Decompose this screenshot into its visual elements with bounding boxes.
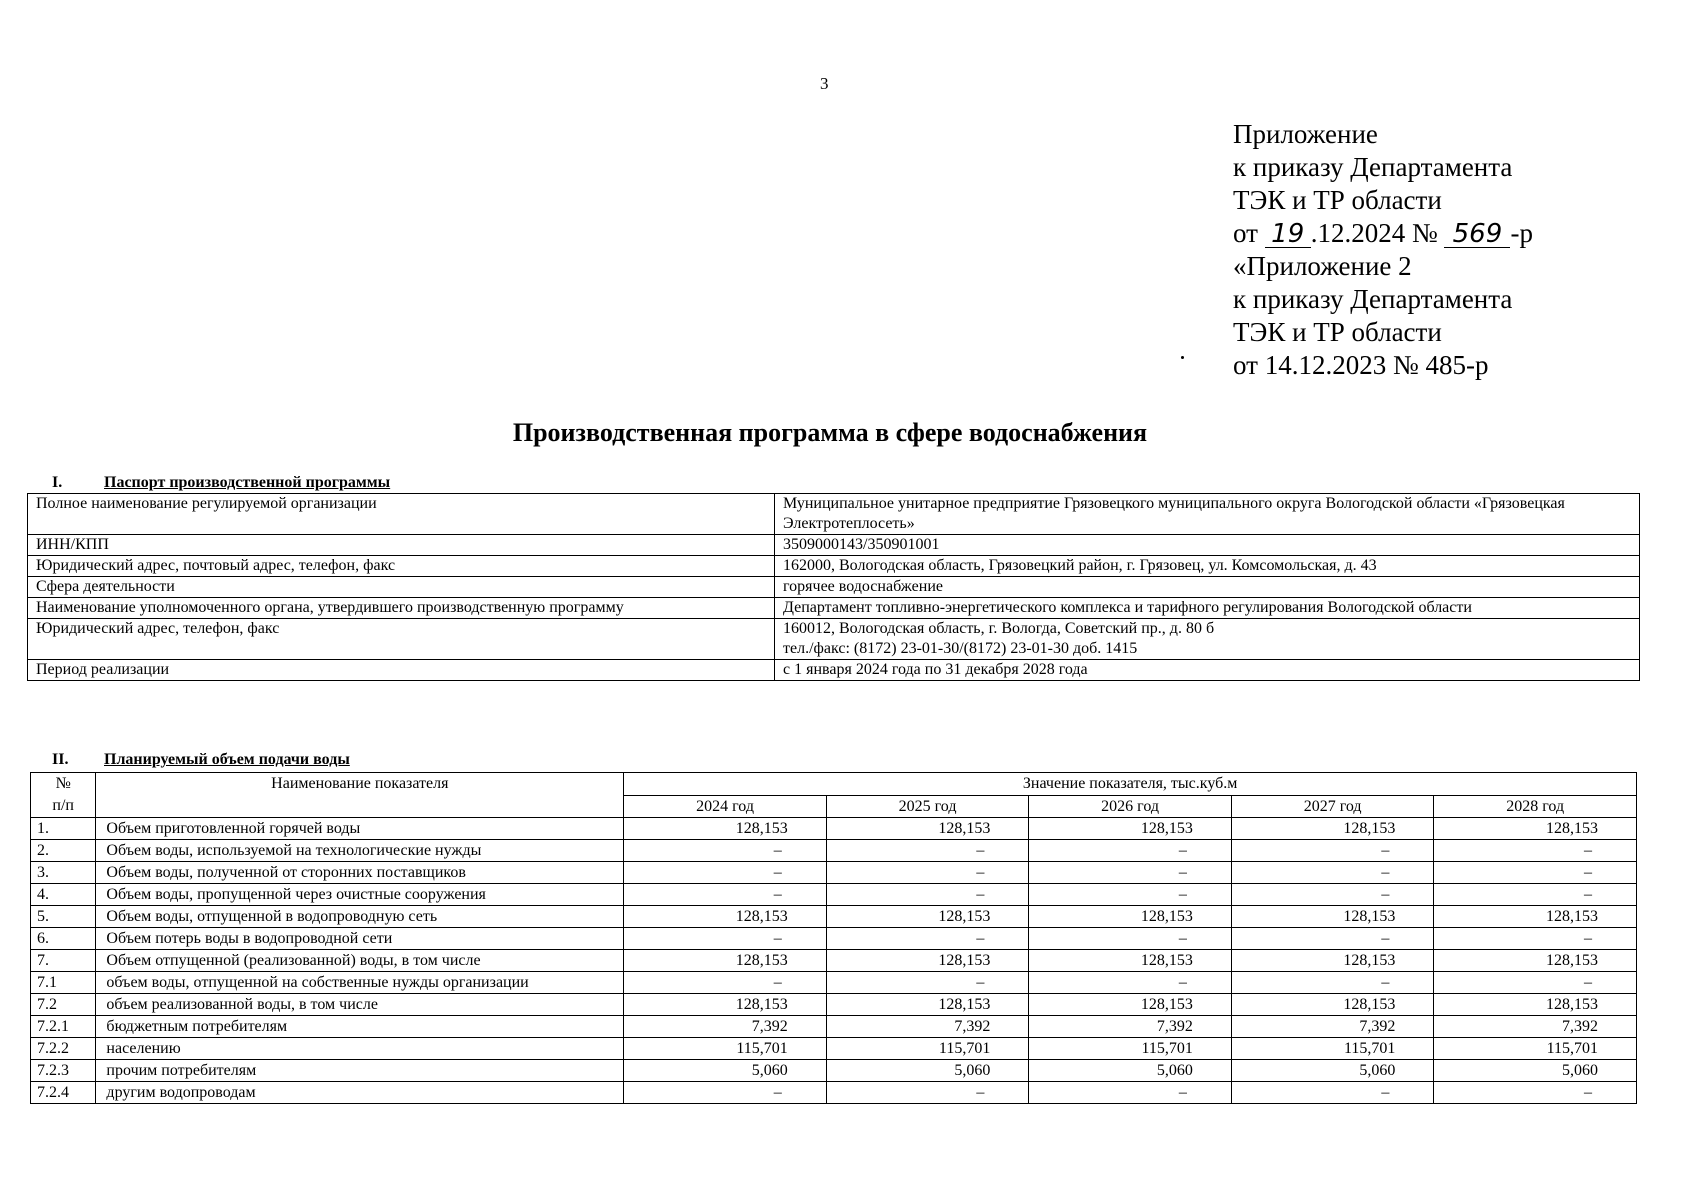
row-value: 115,701 [826,1038,1029,1060]
row-number: 1. [31,818,96,840]
page-title: Производственная программа в сфере водоснабжения [512,418,1148,447]
row-number: 7.2.2 [31,1038,96,1060]
date-suffix: -р [1510,218,1533,248]
passport-value [775,598,1640,619]
row-value: 128,153 [1434,818,1637,840]
row-value: – [1029,928,1232,950]
row-value: 128,153 [1231,818,1434,840]
row-value: 128,153 [1231,906,1434,928]
row-value: 128,153 [1029,994,1232,1016]
row-name: Объем приготовленной горячей воды [96,818,624,840]
row-number: 7.2.4 [31,1082,96,1104]
col-header-year: 2027 год [1231,795,1434,818]
table-row [31,928,1637,950]
section-number: II. [52,751,69,768]
table-row [31,994,1637,1016]
row-name: Объем воды, пропущенной через очистные сооружения [96,884,624,906]
row-value: – [1434,972,1637,994]
table-row [31,884,1637,906]
passport-row [28,494,1640,535]
row-value: – [624,1082,827,1104]
row-value: 128,153 [826,906,1029,928]
table-row [31,1082,1637,1104]
table-row [31,906,1637,928]
row-value: 5,060 [1434,1060,1637,1082]
table-row [31,818,1637,840]
appendix-block [1233,118,1533,382]
passport-table [27,493,1640,681]
row-name: Объем воды, используемой на технологические нужды [96,840,624,862]
row-value: – [1434,884,1637,906]
row-number: 7.1 [31,972,96,994]
row-number: 7. [31,950,96,972]
passport-value [775,494,1640,535]
row-value: – [826,884,1029,906]
row-value: 5,060 [826,1060,1029,1082]
passport-label: Наименование уполномоченного органа, утвердившего производственную программу [28,598,775,619]
row-value: 128,153 [1029,906,1232,928]
row-number: 7.2 [31,994,96,1016]
row-number: 4. [31,884,96,906]
row-value: – [826,840,1029,862]
passport-label: Сфера деятельности [28,577,775,598]
appendix-line: Приложение [1233,119,1378,149]
row-value: – [624,840,827,862]
row-value: – [1434,862,1637,884]
row-value: – [1434,928,1637,950]
row-value: 7,392 [624,1016,827,1038]
section-title: Паспорт производственной программы [104,474,391,491]
row-value: – [624,972,827,994]
row-value: – [1029,1082,1232,1104]
row-name: Объем потерь воды в водопроводной сети [96,928,624,950]
table-row [31,972,1637,994]
row-value: 7,392 [826,1016,1029,1038]
row-value: – [826,1082,1029,1104]
row-value: – [1029,884,1232,906]
appendix-line: к приказу Департамента [1233,152,1513,182]
passport-value-text: Департамент топливно-энергетического комплекса и тарифного регулирования Вологодской области [783,599,1472,616]
appendix-line: от 14.12.2023 № 485-р [1233,350,1489,380]
row-name: прочим потребителям [96,1060,624,1082]
row-value: – [1231,840,1434,862]
row-number: 3. [31,862,96,884]
table-row [31,1016,1637,1038]
row-number: 6. [31,928,96,950]
row-value: 128,153 [826,818,1029,840]
row-value: 115,701 [1231,1038,1434,1060]
passport-label: ИНН/КПП [28,535,775,556]
passport-row [28,660,1640,681]
row-value: 128,153 [1434,994,1637,1016]
passport-row [28,577,1640,598]
row-value: – [1231,928,1434,950]
passport-row [28,556,1640,577]
row-value: – [1434,840,1637,862]
row-value: – [1231,862,1434,884]
row-value: 7,392 [1029,1016,1232,1038]
passport-value-text: 162000, Вологодская область, Грязовецкий район, г. Грязовец, ул. Комсомольская, д. 43 [783,557,1377,574]
table-row [31,1038,1637,1060]
passport-value [775,535,1640,556]
row-number: 5. [31,906,96,928]
passport-value [775,556,1640,577]
row-value: 128,153 [1434,950,1637,972]
table-row [31,862,1637,884]
row-name: объем реализованной воды, в том числе [96,994,624,1016]
passport-label: Юридический адрес, телефон, факс [28,619,775,660]
passport-row [28,598,1640,619]
passport-value [775,660,1640,681]
row-value: 128,153 [1029,818,1232,840]
scan-dot [1181,356,1184,359]
row-value: 115,701 [1029,1038,1232,1060]
row-value: – [1231,884,1434,906]
date-prefix: от [1233,218,1258,248]
row-value: 128,153 [1231,994,1434,1016]
table-row [31,950,1637,972]
row-name: Объем воды, отпущенной в водопроводную сеть [96,906,624,928]
appendix-line: к приказу Департамента [1233,284,1513,314]
passport-value-text: Муниципальное унитарное предприятие Грязовецкого муниципального округа Вологодской области «Грязовецкая Электротеплосеть» [783,495,1565,532]
row-value: 128,153 [1231,950,1434,972]
row-value: – [624,884,827,906]
row-value: 128,153 [826,950,1029,972]
row-value: – [826,972,1029,994]
row-value: – [1029,972,1232,994]
passport-value-text: с 1 января 2024 года по 31 декабря 2028 года [783,661,1088,678]
row-value: – [1029,840,1232,862]
row-number: 7.2.1 [31,1016,96,1038]
row-value: – [624,862,827,884]
volume-table [30,772,1637,1104]
row-value: 128,153 [624,950,827,972]
row-value: 5,060 [624,1060,827,1082]
row-name: Объем воды, полученной от сторонних поставщиков [96,862,624,884]
row-value: 128,153 [1434,906,1637,928]
passport-label: Период реализации [28,660,775,681]
row-name: бюджетным потребителям [96,1016,624,1038]
appendix-line: ТЭК и ТР области [1233,317,1442,347]
appendix-line: ТЭК и ТР области [1233,185,1442,215]
row-value: 7,392 [1231,1016,1434,1038]
passport-value-text: тел./факс: (8172) 23-01-30/(8172) 23-01-30 доб. 1415 [783,640,1138,657]
passport-value-text: 3509000143/350901001 [783,536,940,553]
passport-value-text: горячее водоснабжение [783,578,943,595]
handwritten-order-number: 569 [1444,221,1510,248]
section-heading-volume [52,751,350,769]
row-name: населению [96,1038,624,1060]
row-name: другим водопроводам [96,1082,624,1104]
row-value: 128,153 [624,906,827,928]
row-value: 5,060 [1231,1060,1434,1082]
row-number: 2. [31,840,96,862]
row-value: – [624,928,827,950]
col-header-value: Значение показателя, тыс.куб.м [624,773,1637,796]
page-number: 3 [820,74,829,93]
row-value: 115,701 [1434,1038,1637,1060]
row-value: 128,153 [624,818,827,840]
col-header-name: Наименование показателя [96,773,624,818]
col-header-number-line2: п/п [52,797,74,814]
row-name: Объем отпущенной (реализованной) воды, в том числе [96,950,624,972]
row-value: 128,153 [624,994,827,1016]
col-header-number-line1: № [55,775,71,792]
row-value: – [1434,1082,1637,1104]
col-header-year: 2026 год [1029,795,1232,818]
passport-label: Юридический адрес, почтовый адрес, телефон, факс [28,556,775,577]
row-value: 5,060 [1029,1060,1232,1082]
passport-value-text: 160012, Вологодская область, г. Вологда, Советский пр., д. 80 б [783,620,1215,637]
row-value: – [1231,1082,1434,1104]
col-header-year: 2024 год [624,795,827,818]
col-header-year: 2025 год [826,795,1029,818]
section-title: Планируемый объем подачи воды [104,751,350,768]
row-value: 115,701 [624,1038,827,1060]
passport-row [28,619,1640,660]
table-row [31,840,1637,862]
row-name: объем воды, отпущенной на собственные нужды организации [96,972,624,994]
col-header-number [31,773,96,818]
passport-label: Полное наименование регулируемой организации [28,494,775,535]
row-value: – [1029,862,1232,884]
passport-value [775,577,1640,598]
col-header-year: 2028 год [1434,795,1637,818]
passport-value [775,619,1640,660]
appendix-date-line [1233,217,1533,250]
handwritten-day: 19 [1265,221,1311,248]
row-value: 128,153 [1029,950,1232,972]
row-value: – [826,862,1029,884]
table-row [31,1060,1637,1082]
section-number: I. [52,474,63,491]
section-heading-passport [52,474,390,492]
appendix-line: «Приложение 2 [1233,251,1412,281]
row-value: – [1231,972,1434,994]
date-middle: .12.2024 № [1310,218,1438,248]
row-value: – [826,928,1029,950]
row-number: 7.2.3 [31,1060,96,1082]
row-value: 128,153 [826,994,1029,1016]
passport-row [28,535,1640,556]
row-value: 7,392 [1434,1016,1637,1038]
